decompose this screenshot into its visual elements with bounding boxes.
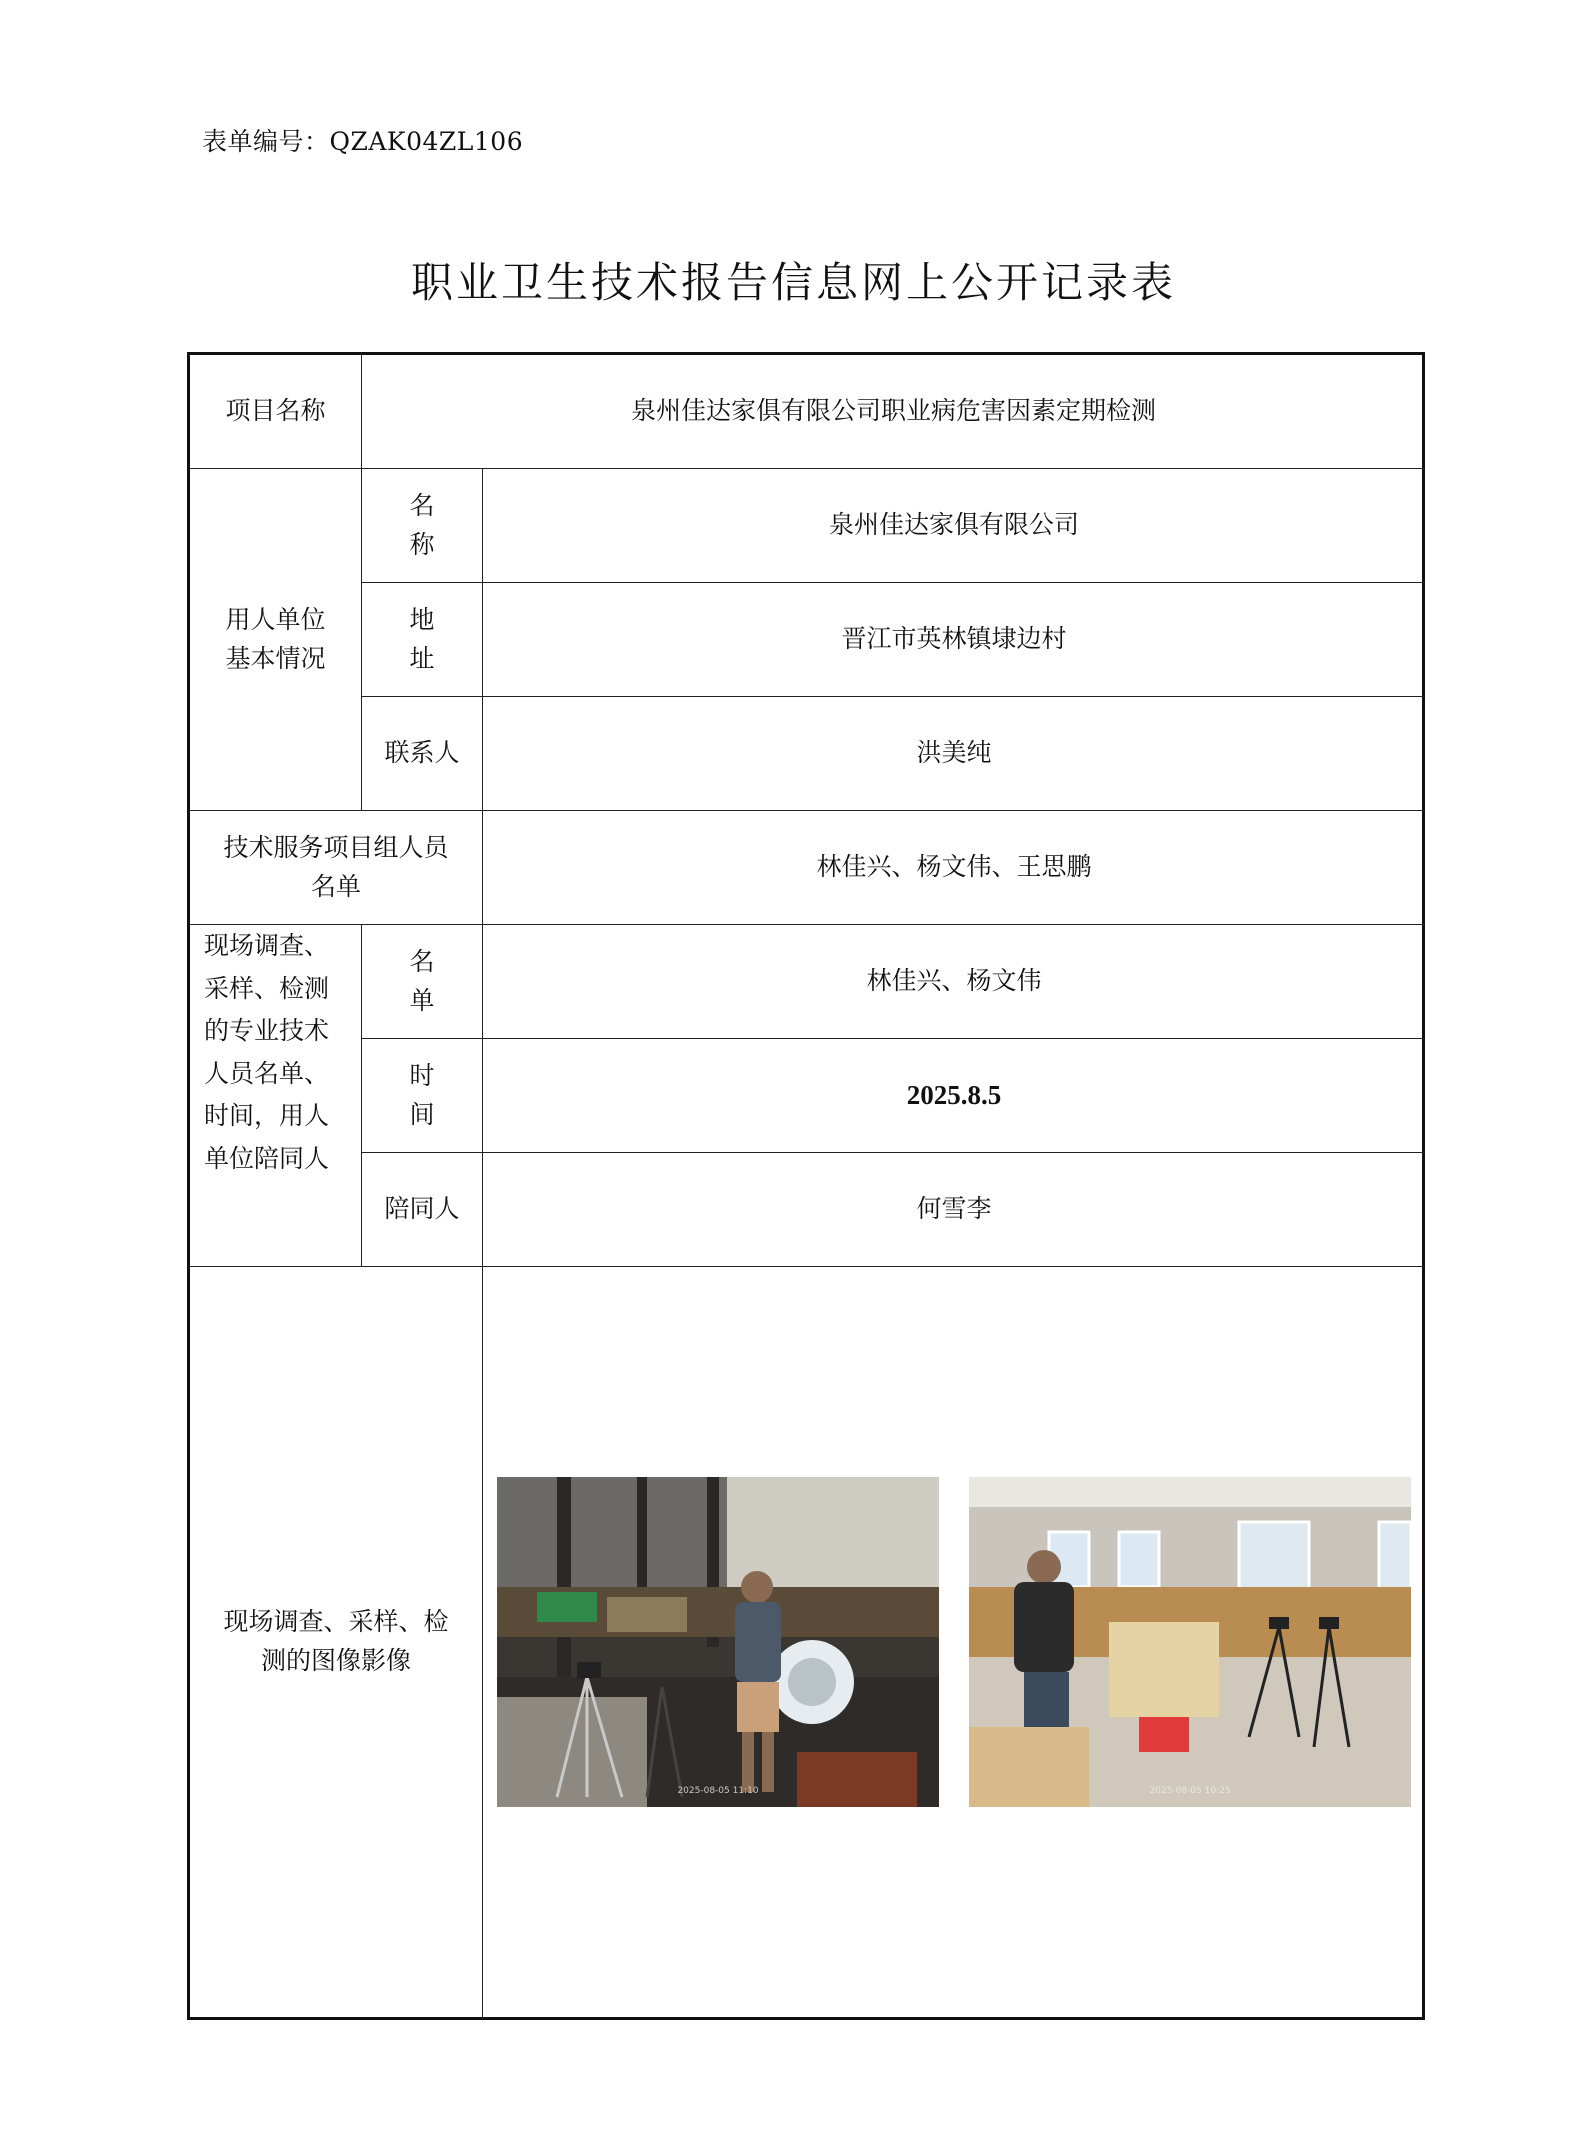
record-table: [187, 352, 1425, 2020]
team-label: [190, 811, 483, 925]
images-label-line1: 现场调查、采样、检: [223, 1607, 449, 1637]
site-photo-1: [497, 1477, 939, 1807]
address-label: 地址: [362, 583, 483, 697]
photo-timestamp: 2025-08-05 11:10: [677, 1786, 759, 1797]
site-photo-2: [969, 1477, 1411, 1807]
escort-value: 何雪李: [483, 1153, 1425, 1267]
company-name-label: 名称: [362, 469, 483, 583]
onsite-label-line: 采样、检测: [204, 973, 330, 1003]
project-name-value: 泉州佳达家俱有限公司职业病危害因素定期检测: [362, 355, 1425, 469]
contact-label: 联系人: [362, 697, 483, 811]
escort-label: 陪同人: [362, 1153, 483, 1267]
workshop-photo-1: [497, 1477, 939, 1807]
project-name-label: 项目名称: [190, 355, 362, 469]
team-label-line1: 技术服务项目组人员: [223, 832, 449, 862]
onsite-label-line: 时间，用人: [204, 1101, 330, 1130]
page-title: 职业卫生技术报告信息网上公开记录表: [410, 258, 1176, 307]
onsite-label-line: 人员名单、: [204, 1058, 330, 1088]
form-number: 表单编号：QZAK04ZL106: [202, 127, 524, 156]
employer-info-label: [190, 469, 362, 811]
images-label: [190, 1267, 483, 2017]
images-value: [483, 1267, 1425, 2017]
staff-value: 林佳兴、杨文伟: [483, 925, 1425, 1039]
onsite-label: [190, 925, 362, 1267]
staff-label: 名单: [362, 925, 483, 1039]
team-label-line2: 名单: [310, 871, 361, 901]
onsite-label-line: 的专业技术: [204, 1016, 330, 1045]
address-value: 晋江市英林镇埭边村: [483, 583, 1425, 697]
onsite-label-line: 单位陪同人: [204, 1143, 330, 1173]
employer-info-label-line2: 基本情况: [225, 643, 326, 673]
team-value: 林佳兴、杨文伟、王思鹏: [483, 811, 1425, 925]
photo-timestamp: 2025-08-05 10:25: [1149, 1786, 1231, 1797]
time-value: 2025.8.5: [483, 1039, 1425, 1153]
company-name-value: 泉州佳达家俱有限公司: [483, 469, 1425, 583]
time-label: 时间: [362, 1039, 483, 1153]
workshop-photo-2: [969, 1477, 1411, 1807]
contact-value: 洪美纯: [483, 697, 1425, 811]
employer-info-label-line1: 用人单位: [225, 604, 326, 634]
onsite-label-line: 现场调查、: [204, 931, 330, 960]
images-label-line2: 测的图像影像: [260, 1646, 411, 1675]
